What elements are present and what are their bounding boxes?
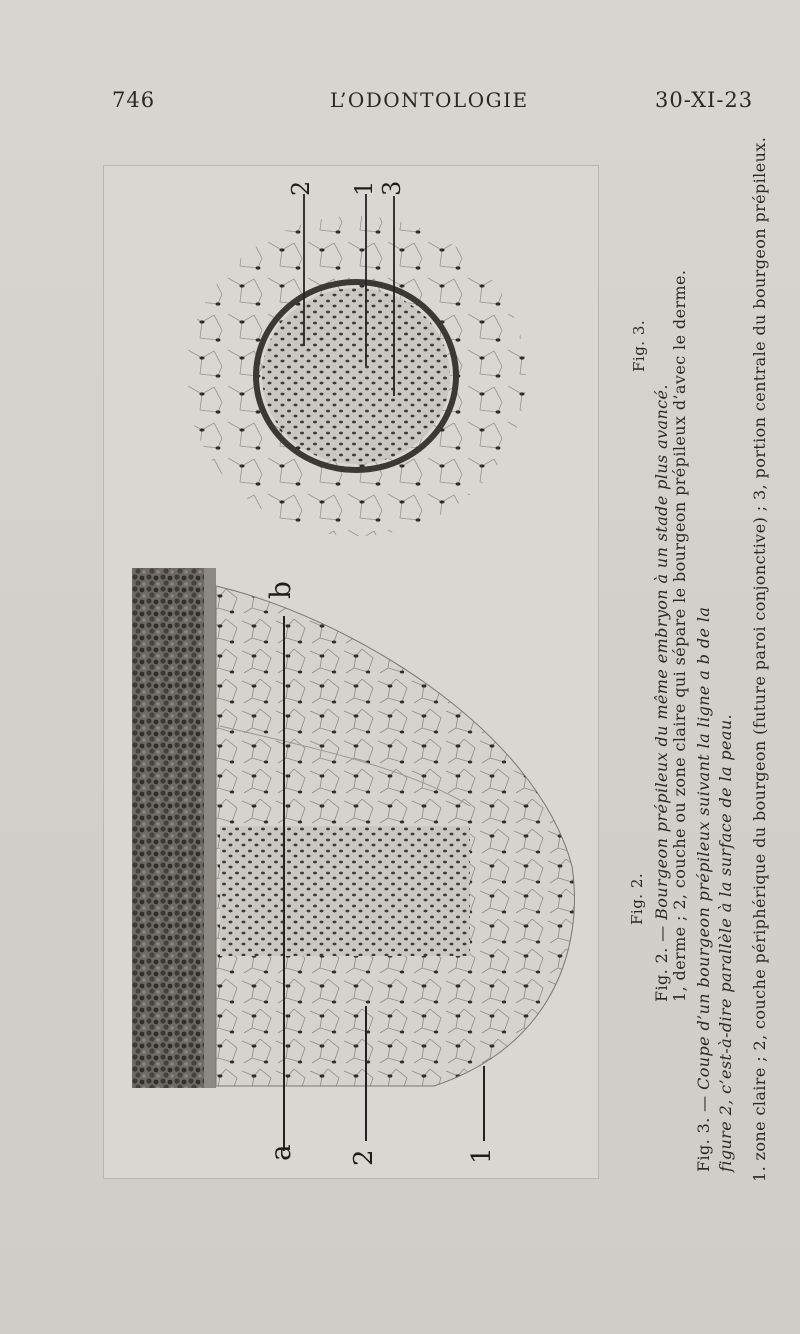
fig2-caption-title [652,384,671,1002]
fig2-caption-text: Bourgeon prépileux du même embryon à un stade plus avancé. [652,384,671,920]
fig3-caption-ab: a b [694,653,713,680]
fig3-label-3: 3 [378,180,406,196]
journal-title: L’ODONTOLOGIE [330,88,529,112]
fig3-caption-title [694,607,713,1172]
fig2-label-a: a [264,1144,297,1161]
fig3-caption-legend: 1. zone claire ; 2, couche périphérique du bourgeon (future paroi conjonctive) ; 3, portion centrale du bourgeon prépileux. [750,136,769,1182]
fig2-tag: Fig. 2. [628,872,646,925]
issue-date: 30-XI-23 [655,88,754,112]
fig2-label-b: b [264,581,297,599]
fig3-label-1: 1 [350,180,378,196]
fig3-caption-prefix: Fig. 3. — [694,1095,713,1172]
fig3-tag: Fig. 3. [630,319,648,372]
fig2-label-2: 2 [349,1149,379,1166]
fig2-label-1: 1 [467,1147,497,1164]
fig3-caption-text-c: figure 2, c’est-à-dire parallèle à la surface de la peau. [716,713,735,1172]
page-number: 746 [112,88,156,112]
fig3-label-2: 2 [287,180,315,196]
fig3-caption-text-b: de la [694,606,713,649]
fig3-caption-title-cont [716,714,735,1172]
fig3-caption-text-a: Coupe d’un bourgeon prépileux suivant la ligne [694,685,713,1090]
fig2-caption-prefix: Fig. 2. — [652,925,671,1002]
fig2-caption-legend: 1, derme ; 2, couche ou zone claire qui sépare le bourgeon prépileux d’avec le derme. [670,269,689,1002]
